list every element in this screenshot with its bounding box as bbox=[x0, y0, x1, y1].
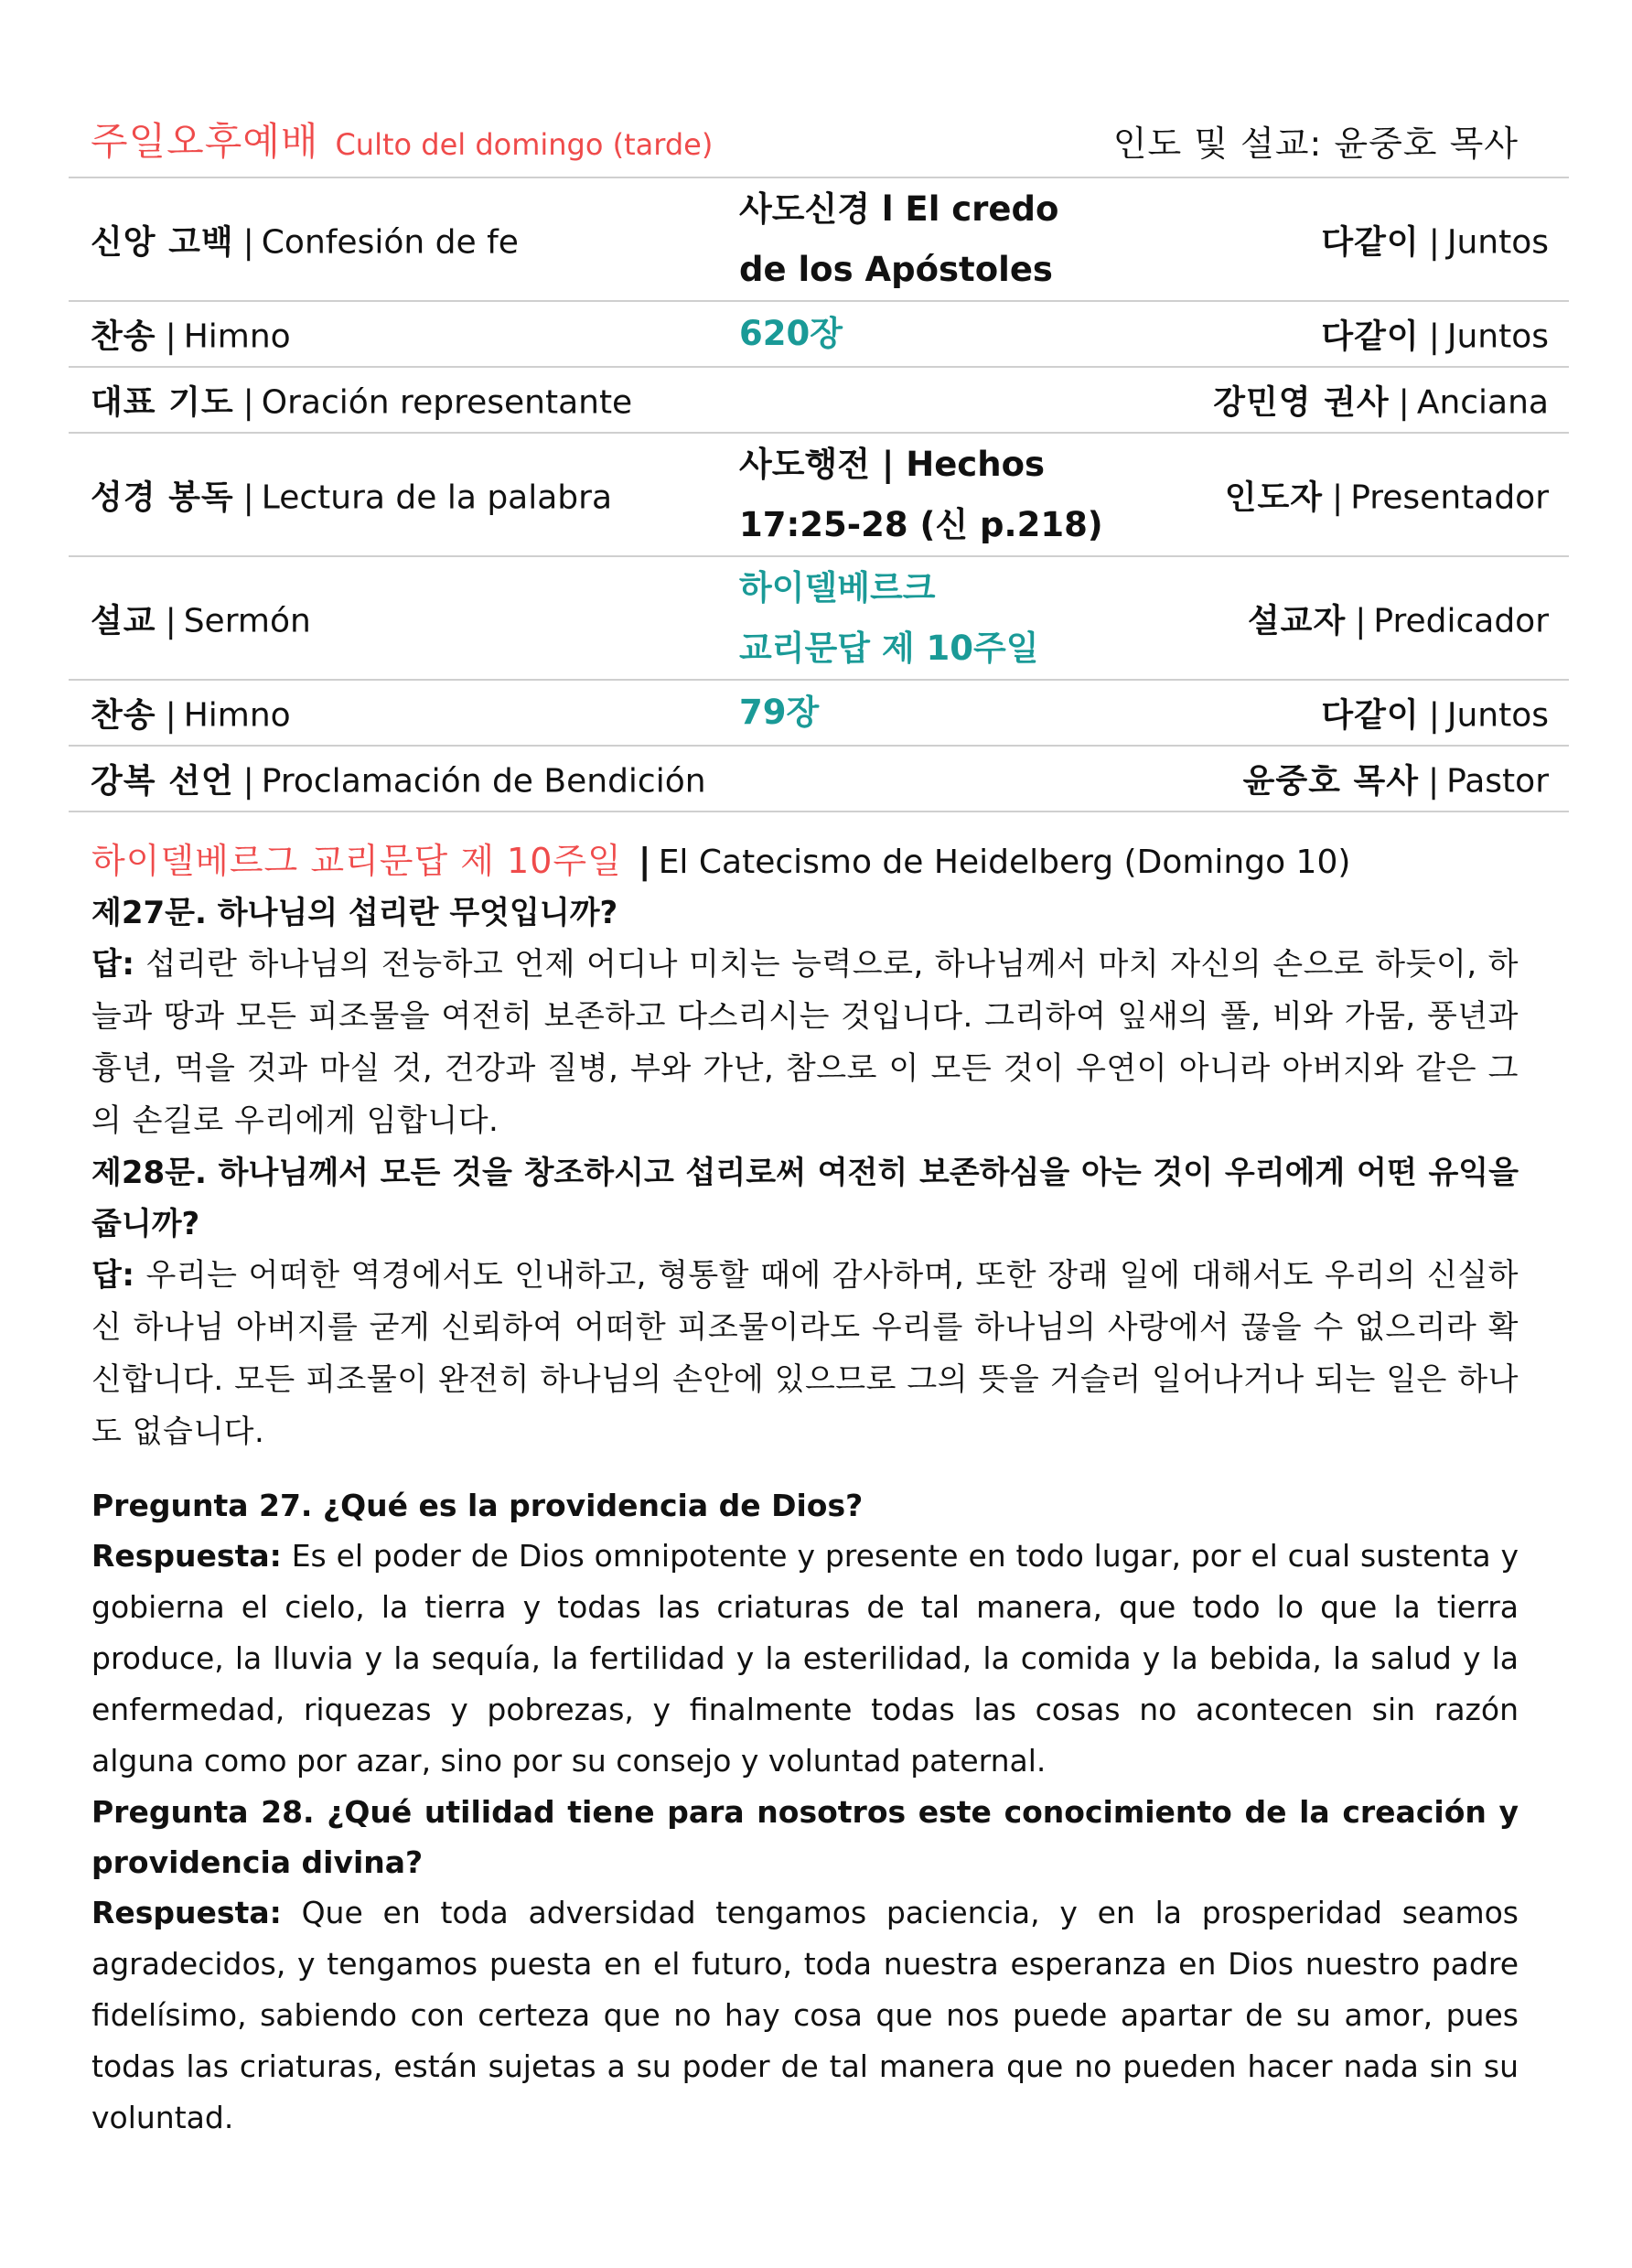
order-item-korean: 찬송 bbox=[91, 696, 156, 735]
order-item-spanish: Himno bbox=[183, 317, 291, 356]
order-row-confession bbox=[69, 178, 1569, 302]
order-item: 찬송 | Himno bbox=[91, 696, 291, 735]
order-leader-korean: 다같이 bbox=[1321, 696, 1420, 735]
order-leader-korean: 윤중호 목사 bbox=[1242, 762, 1419, 801]
order-item-spanish: Lectura de la palabra bbox=[261, 478, 613, 516]
answer-27-korean-text: 섭리란 하나님의 전능하고 언제 어디나 미치는 능력으로, 하나님께서 마치 자신의 손으로 하듯이, 하늘과 땅과 모든 피조물을 여전히 보존하고 다스리시는 것입니다. 그리하여 잎새의 풀, 비와 가뭄, 풍년과 흉년, 먹을 것과 마실 것, 건강과 질병, 부와 가난, 참으로 이 모든 것이 우연이 아니라 아버지와 같은 그의 손길로 우리에게 임합니다. bbox=[91, 946, 1519, 1139]
order-leader: 인도자 | Presentador bbox=[1224, 478, 1549, 516]
order-row-sermon bbox=[69, 557, 1569, 681]
order-content-line1: 79장 bbox=[739, 693, 820, 732]
order-item-korean: 강복 선언 bbox=[91, 762, 234, 801]
order-leader-spanish: Juntos bbox=[1446, 223, 1549, 261]
order-leader: 다같이 | Juntos bbox=[1321, 223, 1549, 261]
order-item-korean: 찬송 bbox=[91, 317, 156, 356]
order-leader-korean: 인도자 bbox=[1224, 478, 1324, 516]
order-content bbox=[739, 683, 819, 743]
order-item: 성경 봉독 | Lectura de la palabra bbox=[91, 478, 613, 516]
order-leader-spanish: Presentador bbox=[1350, 478, 1549, 516]
answer-label: 답: bbox=[91, 1257, 135, 1294]
order-leader-korean: 설교자 bbox=[1247, 602, 1347, 640]
order-content-line1: 사도신경 l El credo bbox=[739, 188, 1059, 229]
catechism-section bbox=[91, 833, 1519, 2144]
order-leader-spanish: Juntos bbox=[1446, 317, 1549, 356]
order-item-korean: 설교 bbox=[91, 602, 156, 640]
order-leader-spanish: Juntos bbox=[1446, 696, 1549, 735]
answer-27-spanish bbox=[91, 1531, 1519, 1787]
order-leader-spanish: Predicador bbox=[1373, 602, 1549, 640]
question-28-korean: 제28문. 하나님께서 모든 것을 창조하시고 섭리로써 여전히 보존하심을 아는 것이 우리에게 어떤 유익을 줍니까? bbox=[91, 1155, 1519, 1242]
answer-label: 답: bbox=[91, 946, 135, 983]
order-item-spanish: Confesión de fe bbox=[261, 223, 519, 261]
order-content-line2: 교리문답 제 10주일 bbox=[739, 628, 1039, 668]
order-row-prayer bbox=[69, 368, 1569, 434]
order-of-worship-table bbox=[69, 177, 1569, 812]
answer-28-korean-text: 우리는 어떠한 역경에서도 인내하고, 형통할 때에 감사하며, 또한 장래 일에 대해서도 우리의 신실하신 하나님 아버지를 굳게 신뢰하여 어떠한 피조물이라도 우리를 하나님의 사랑에서 끊을 수 없으리라 확신합니다. 모든 피조물이 완전히 하나님의 손안에 있으므로 그의 뜻을 거슬러 일어나거나 되는 일은 하나도 없습니다. bbox=[91, 1257, 1519, 1450]
order-leader-korean: 강민영 권사 bbox=[1213, 383, 1390, 422]
answer-label: Respuesta: bbox=[91, 1538, 282, 1574]
answer-27-spanish-text: Es el poder de Dios omnipotente y presente en todo lugar, por el cual sustenta y gobierna el cielo, la tierra y todas las criaturas de tal manera, que todo lo que la tierra produce, la lluvia y la sequía, la fertilidad y la esterilidad, la comida y la bebida, la salud y la enfermedad, riquezas y pobrezas, y finalmente todas las cosas no acontecen sin razón alguna como por azar, sino por su consejo y voluntad paternal. bbox=[91, 1538, 1519, 1779]
order-item-spanish: Sermón bbox=[183, 602, 311, 640]
order-content-line1: 사도행전 | Hechos bbox=[739, 444, 1046, 484]
order-content bbox=[739, 435, 1103, 555]
order-content-line1: 620장 bbox=[739, 314, 843, 353]
order-leader-spanish: Anciana bbox=[1416, 383, 1549, 422]
order-content-line2: de los Apóstoles bbox=[739, 249, 1053, 289]
answer-27-korean bbox=[91, 939, 1519, 1147]
order-item: 대표 기도 | Oración representante bbox=[91, 383, 633, 422]
order-leader-korean: 다같이 bbox=[1321, 223, 1420, 261]
order-row-benediction bbox=[69, 747, 1569, 812]
catechism-spanish bbox=[91, 1480, 1519, 2144]
order-content bbox=[739, 304, 843, 364]
catechism-heading: 하이델베르그 교리문답 제 10주일 | El Catecismo de Heidelberg (Domingo 10) bbox=[91, 841, 1351, 881]
order-item: 신앙 고백 | Confesión de fe bbox=[91, 223, 519, 261]
order-item: 설교 | Sermón bbox=[91, 602, 311, 640]
order-item-spanish: Oración representante bbox=[261, 383, 633, 422]
order-content bbox=[739, 179, 1058, 300]
order-item-korean: 신앙 고백 bbox=[91, 223, 234, 261]
service-header bbox=[69, 102, 1569, 172]
answer-28-korean bbox=[91, 1250, 1519, 1458]
order-row-scripture bbox=[69, 434, 1569, 557]
order-leader: 다같이 | Juntos bbox=[1321, 317, 1549, 356]
question-28-spanish: Pregunta 28. ¿Qué utilidad tiene para nosotros este conocimiento de la creación y providencia divina? bbox=[91, 1794, 1519, 1880]
order-row-hymn-1 bbox=[69, 302, 1569, 368]
order-leader-korean: 다같이 bbox=[1321, 317, 1420, 356]
order-leader: 강민영 권사 | Anciana bbox=[1213, 383, 1549, 422]
service-title-spanish: Culto del domingo (tarde) bbox=[335, 127, 714, 162]
order-item: 강복 선언 | Proclamación de Bendición bbox=[91, 762, 706, 801]
service-title-korean: 주일오후예배 bbox=[91, 119, 319, 164]
order-leader: 윤중호 목사 | Pastor bbox=[1242, 762, 1549, 801]
order-content bbox=[739, 558, 1038, 679]
order-leader: 다같이 | Juntos bbox=[1321, 696, 1549, 735]
order-leader: 설교자 | Predicador bbox=[1247, 602, 1549, 640]
service-leader: 인도 및 설교: 윤중호 목사 bbox=[1112, 124, 1519, 164]
order-row-hymn-2 bbox=[69, 681, 1569, 747]
question-27-spanish: Pregunta 27. ¿Qué es la providencia de Dios? bbox=[91, 1488, 864, 1523]
order-content-line1: 하이델베르크 bbox=[739, 567, 936, 607]
order-item-spanish: Proclamación de Bendición bbox=[261, 762, 706, 801]
service-title bbox=[91, 112, 713, 167]
order-item-korean: 대표 기도 bbox=[91, 383, 234, 422]
order-item: 찬송 | Himno bbox=[91, 317, 291, 356]
catechism-title-spanish: El Catecismo de Heidelberg (Domingo 10) bbox=[658, 844, 1351, 881]
answer-label: Respuesta: bbox=[91, 1895, 282, 1930]
catechism-title-korean: 하이델베르그 교리문답 제 10주일 bbox=[91, 841, 622, 881]
question-27-korean: 제27문. 하나님의 섭리란 무엇입니까? bbox=[91, 895, 618, 931]
order-leader-spanish: Pastor bbox=[1446, 762, 1549, 801]
answer-28-spanish-text: Que en toda adversidad tengamos paciencia, y en la prosperidad seamos agradecidos, y tengamos puesta en el futuro, toda nuestra esperanza en Dios nuestro padre fidelísimo, sabiendo con certeza que no hay cosa que nos puede apartar de su amor, pues todas las criaturas, están sujetas a su poder de tal manera que no pueden hacer nada sin su voluntad. bbox=[91, 1895, 1519, 2135]
order-content-line2: 17:25-28 (신 p.218) bbox=[739, 504, 1103, 544]
order-item-korean: 성경 봉독 bbox=[91, 478, 234, 516]
answer-28-spanish bbox=[91, 1887, 1519, 2144]
order-item-spanish: Himno bbox=[183, 696, 291, 735]
